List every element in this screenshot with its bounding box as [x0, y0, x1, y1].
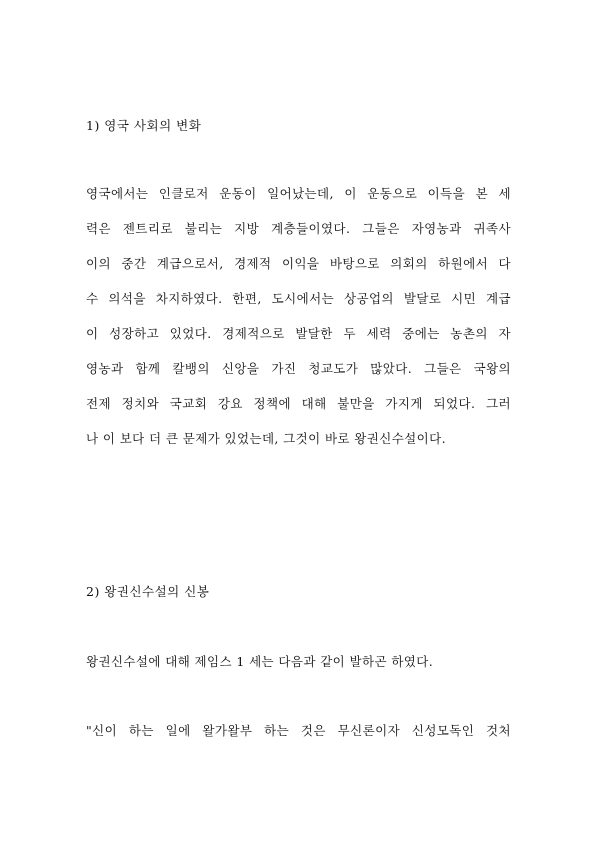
paragraph-1-line-3: 이의 중간 계급으로서, 경제적 이익을 바탕으로 의회의 하원에서 다: [86, 256, 511, 271]
paragraph-1-line-7: 전제 정치와 국교회 강요 정책에 대해 불만을 가지게 되었다. 그러: [86, 396, 511, 411]
paragraph-1-line-8: 나 이 보다 더 큰 문제가 있었는데, 그것이 바로 왕권신수설이다.: [86, 431, 446, 446]
paragraph-1-line-2: 력은 젠트리로 불리는 지방 계층들이였다. 그들은 자영농과 귀족사: [86, 221, 511, 236]
section-1-heading: 1) 영국 사회의 변화: [86, 118, 202, 133]
paragraph-1-line-1: 영국에서는 인클로저 운동이 일어났는데, 이 운동으로 이득을 본 세: [86, 186, 511, 201]
section-2-intro: 왕권신수설에 대해 제임스 1 세는 다음과 같이 발하곤 하였다.: [86, 654, 434, 669]
quote-line: "신이 하는 일에 왈가왈부 하는 것은 무신론이자 신성모독인 것처: [86, 723, 511, 738]
paragraph-1-line-6: 영농과 함께 칼뱅의 신앙을 가진 청교도가 많았다. 그들은 국왕의: [86, 361, 511, 376]
section-2-heading: 2) 왕권신수설의 신봉: [86, 584, 210, 599]
paragraph-1-line-5: 이 성장하고 있었다. 경제적으로 발달한 두 세력 중에는 농촌의 자: [86, 326, 511, 341]
paragraph-1-line-4: 수 의석을 차지하였다. 한편, 도시에서는 상공업의 발달로 시민 계급: [86, 291, 511, 306]
